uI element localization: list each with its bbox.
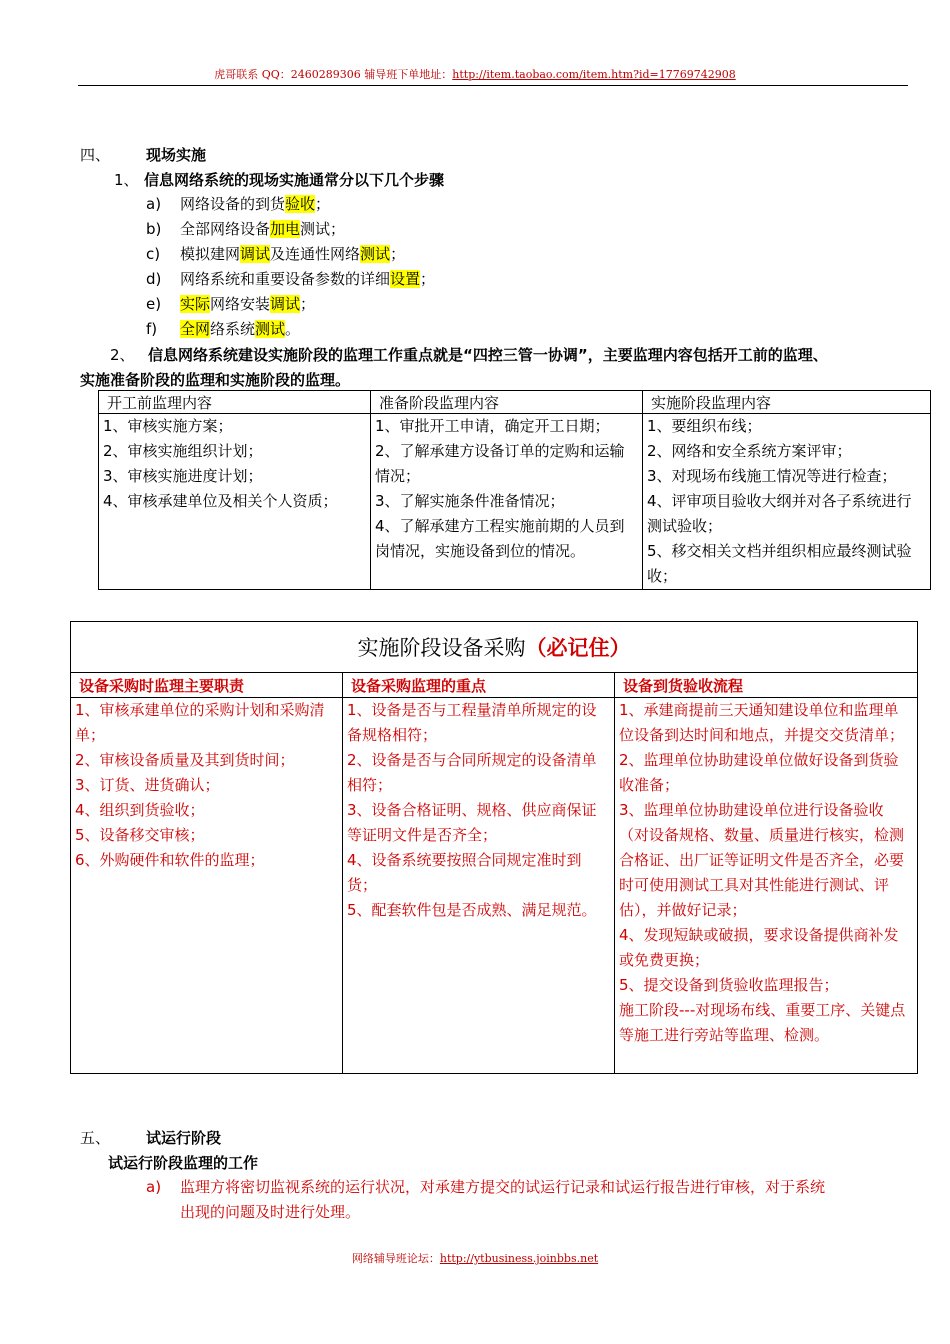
table2-cell [71, 698, 343, 1074]
table1-header: 准备阶段监理内容 [371, 391, 643, 414]
table1-header-row [99, 391, 931, 414]
step-marker: a) [146, 195, 162, 213]
table2-title-row [71, 622, 918, 673]
step-text: ； [315, 195, 331, 213]
cell-line: 4、评审项目验收大纲并对各子系统进行测试验收； [647, 492, 912, 535]
table2-title-text: 实施阶段设备采购 [357, 636, 526, 660]
cell-line: 3、对现场布线施工情况等进行检查； [647, 467, 897, 485]
table2-cell [343, 698, 615, 1074]
cell-line: 1、承建商提前三天通知建设单位和监理单位设备到达时间和地点，并提交交货清单； [619, 701, 905, 744]
section5-number: 五、 [80, 1129, 111, 1147]
section4-heading [80, 144, 206, 165]
table1-cell [643, 414, 931, 590]
cell-line: 4、组织到货验收； [75, 801, 205, 819]
section5-item-text-line1: 监理方将密切监视系统的运行状况，对承建方提交的试运行记录和试运行报告进行审核，对于系统 [180, 1178, 826, 1196]
section5-title: 试运行阶段 [146, 1129, 222, 1147]
supervision-content-table [98, 390, 931, 590]
cell-line: 1、审批开工申请，确定开工日期； [375, 417, 610, 435]
table1-cell [371, 414, 643, 590]
cell-line: 3、了解实施条件准备情况； [375, 492, 565, 510]
step-marker: e) [146, 295, 162, 313]
header-text: 虎哥联系 QQ：2460289306 辅导班下单地址： [214, 68, 453, 81]
cell-line: 5、配套软件包是否成熟、满足规范。 [347, 901, 597, 919]
cell-line: 2、审核设备质量及其到货时间； [75, 751, 295, 769]
equipment-procurement-table [70, 621, 918, 1074]
cell-line: 2、设备是否与合同所规定的设备清单相符； [347, 751, 597, 794]
step-highlight-text: 设置 [390, 270, 421, 288]
cell-line: 6、外购硬件和软件的监理； [75, 851, 265, 869]
cell-line: 3、监理单位协助建设单位进行设备验收（对设备规格、数量、质量进行核实，检测合格证、出厂证等证明文件是否齐全，必要时可使用测试工具对其性能进行测试、评估），并做好记录； [619, 801, 905, 919]
footer-link[interactable]: http://ytbusiness.joinbbs.net [439, 1252, 599, 1265]
cell-line: 4、发现短缺或破损，要求设备提供商补发或免费更换； [619, 926, 899, 969]
step-highlight-text: 全网 [180, 320, 211, 338]
section5-subheading: 试运行阶段监理的工作 [108, 1154, 259, 1172]
step-item [146, 193, 330, 214]
step-text: ； [420, 270, 436, 288]
page-header [0, 66, 950, 82]
step-highlight-text: 加电 [270, 220, 301, 238]
cell-line: 1、设备是否与工程量清单所规定的设备规格相符； [347, 701, 597, 744]
cell-line: 3、审核实施进度计划； [103, 467, 263, 485]
table2-title-note: （必记住） [525, 636, 631, 660]
footer-text: 网络辅导班论坛： [351, 1252, 440, 1265]
table2-header: 设备采购时监理主要职责 [71, 673, 343, 698]
section4-point2-line2 [80, 369, 350, 390]
step-highlight-text: 调试 [270, 295, 301, 313]
cell-line: 2、审核实施组织计划； [103, 442, 263, 460]
cell-line: 1、要组织布线； [647, 417, 762, 435]
step-text: 测试； [300, 220, 346, 238]
cell-line: 2、网络和安全系统方案评审； [647, 442, 852, 460]
point2-text-line1: 信息网络系统建设实施阶段的监理工作重点就是“四控三管一协调”，主要监理内容包括开工前的监理、 [148, 346, 828, 364]
point2-number: 2、 [110, 346, 135, 364]
step-text: 络系统 [210, 320, 256, 338]
table1-cell [99, 414, 371, 590]
step-text: 模拟建网 [180, 245, 241, 263]
point1-text: 信息网络系统的现场实施通常分以下几个步骤 [144, 171, 445, 189]
step-item [146, 243, 405, 264]
step-text: ； [390, 245, 406, 263]
section4-title: 现场实施 [146, 146, 207, 164]
table2-title [71, 622, 918, 673]
step-highlight-text: 测试 [255, 320, 286, 338]
table1-header: 开工前监理内容 [99, 391, 371, 414]
cell-line: 1、审核承建单位的采购计划和采购清单； [75, 701, 325, 744]
cell-line: 5、提交设备到货验收监理报告； [619, 976, 839, 994]
step-text: ； [300, 295, 316, 313]
step-text: 网络安装 [210, 295, 271, 313]
cell-line: 施工阶段---对现场布线、重要工序、关键点等施工进行旁站等监理、检测。 [619, 1001, 906, 1044]
section5-item-line1 [146, 1176, 825, 1197]
point2-text-line2: 实施准备阶段的监理和实施阶段的监理。 [80, 371, 351, 389]
step-text: 网络系统和重要设备参数的详细 [180, 270, 391, 288]
cell-line: 3、设备合格证明、规格、供应商保证等证明文件是否齐全； [347, 801, 597, 844]
step-item [146, 293, 315, 314]
cell-line: 1、审核实施方案； [103, 417, 233, 435]
step-text: 网络设备的到货 [180, 195, 286, 213]
step-item [146, 218, 345, 239]
table1-body-row [99, 414, 931, 590]
section4-point2-line1 [110, 344, 828, 365]
step-marker: c) [146, 245, 161, 263]
header-divider [78, 85, 908, 86]
step-highlight-text: 测试 [360, 245, 391, 263]
section5-heading [80, 1127, 221, 1148]
step-text: 及连通性网络 [270, 245, 361, 263]
cell-line: 5、设备移交审核； [75, 826, 205, 844]
section5-item-line2: 出现的问题及时进行处理。 [180, 1203, 361, 1221]
step-highlight-text: 验收 [285, 195, 316, 213]
section4-number: 四、 [80, 146, 111, 164]
cell-line: 2、监理单位协助建设单位做好设备到货验收准备； [619, 751, 899, 794]
point1-number: 1、 [114, 171, 139, 189]
step-text: 。 [285, 320, 301, 338]
step-text: 全部网络设备 [180, 220, 271, 238]
cell-line: 4、设备系统要按照合同规定准时到货； [347, 851, 582, 894]
step-marker: d) [146, 270, 162, 288]
table2-body-row [71, 698, 918, 1074]
section5-item-mark: a) [146, 1178, 162, 1196]
section4-point1 [114, 169, 444, 190]
cell-line: 4、审核承建单位及相关个人资质； [103, 492, 338, 510]
table2-header-row [71, 673, 918, 698]
cell-line: 3、订货、进货确认； [75, 776, 220, 794]
header-link[interactable]: http://item.taobao.com/item.htm?id=17769742908 [452, 68, 736, 81]
cell-line: 5、移交相关文档并组织相应最终测试验收； [647, 542, 912, 585]
page-footer [0, 1250, 950, 1266]
step-item [146, 268, 435, 289]
table1-header: 实施阶段监理内容 [643, 391, 931, 414]
step-marker: f) [146, 320, 158, 338]
step-item [146, 318, 300, 339]
cell-line: 2、了解承建方设备订单的定购和运输情况； [375, 442, 625, 485]
table2-cell [615, 698, 918, 1074]
cell-line: 4、了解承建方工程实施前期的人员到岗情况，实施设备到位的情况。 [375, 517, 625, 560]
table2-header: 设备采购监理的重点 [343, 673, 615, 698]
step-marker: b) [146, 220, 162, 238]
step-highlight-text: 调试 [240, 245, 271, 263]
table2-header: 设备到货验收流程 [615, 673, 918, 698]
step-highlight-text: 实际 [180, 295, 211, 313]
